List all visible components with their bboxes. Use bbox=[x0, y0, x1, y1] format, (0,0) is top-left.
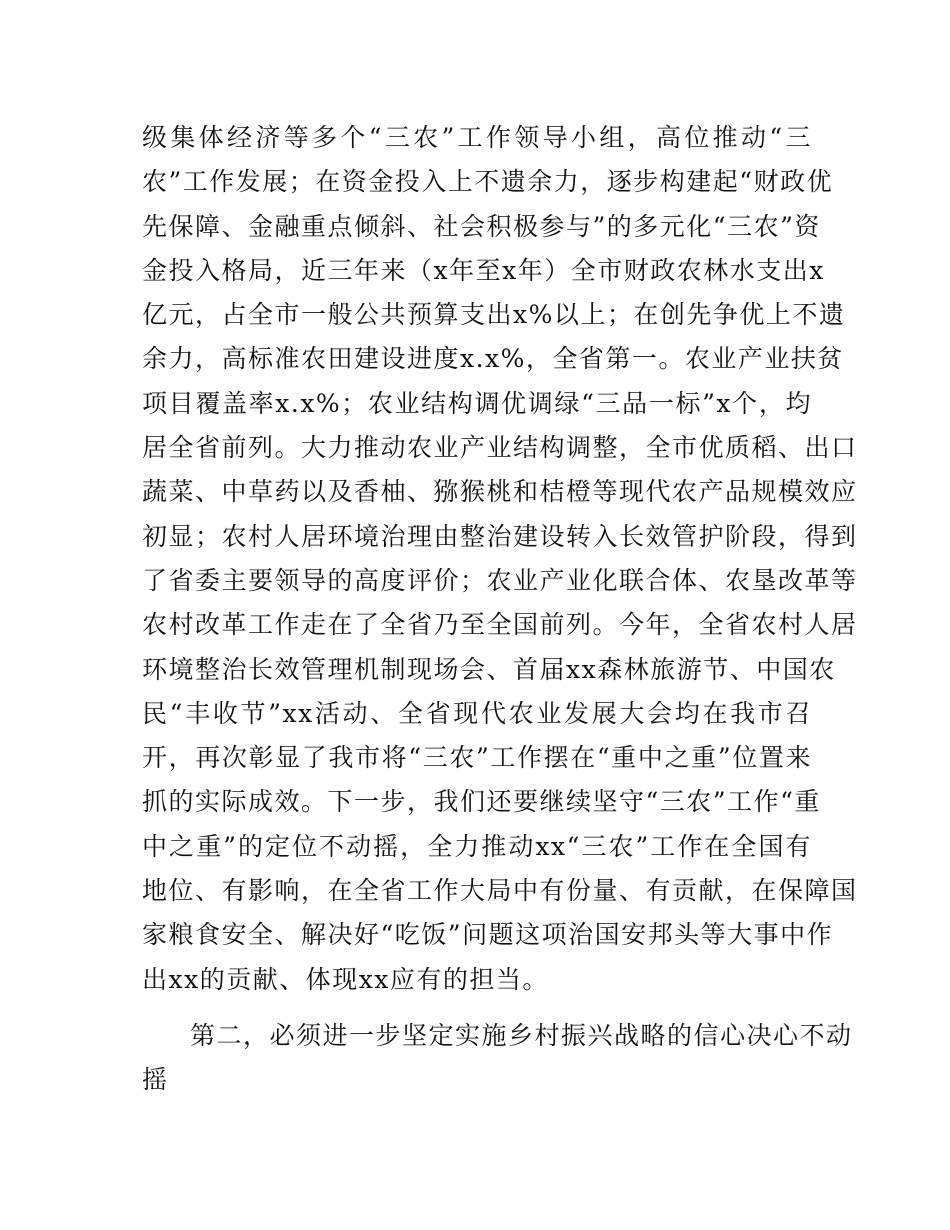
paragraph bbox=[142, 116, 858, 1002]
text-line: 级集体经济等多个“三农”工作领导小组，高位推动“三 bbox=[142, 123, 812, 152]
text-line: 摇 bbox=[142, 1065, 169, 1095]
text-line: 中之重”的定位不动摇，全力推动xx“三农”工作在全国有 bbox=[142, 831, 812, 861]
paragraph-spacer bbox=[142, 1002, 812, 1014]
text-line: 开，再次彰显了我市将“三农”工作摆在“重中之重”位置来 bbox=[142, 743, 812, 773]
document-body bbox=[142, 116, 858, 1103]
text-line: 第二，必须进一步坚定实施乡村振兴战略的信心决心不动 bbox=[190, 1020, 853, 1050]
text-line: 项目覆盖率x.x%；农业结构调优调绿“三品一标”x个，均 bbox=[142, 388, 812, 418]
text-line: 地位、有影响，在全省工作大局中有份量、有贡献，在保障国 bbox=[142, 876, 858, 906]
section-heading-paragraph bbox=[142, 1014, 853, 1103]
text-line: 初显；农村人居环境治理由整治建设转入长效管护阶段，得到 bbox=[142, 521, 858, 551]
text-line: 抓的实际成效。下一步，我们还要继续坚守“三农”工作“重 bbox=[142, 787, 821, 817]
text-line: 亿元，占全市一般公共预算支出x%以上；在创先争优上不遗 bbox=[142, 300, 846, 330]
text-line: 余力，高标准农田建设进度x.x%，全省第一。农业产业扶贫 bbox=[142, 344, 844, 374]
text-line: 环境整治长效管理机制现场会、首届xx森林旅游节、中国农 bbox=[142, 654, 836, 684]
text-line: 农”工作发展；在资金投入上不遗余力，逐步构建起“财政优 bbox=[142, 167, 834, 197]
text-line: 金投入格局，近三年来（x年至x年）全市财政农林水支出x bbox=[142, 255, 825, 285]
text-line: 出xx的贡献、体现xx应有的担当。 bbox=[142, 964, 549, 994]
text-line: 先保障、金融重点倾斜、社会积极参与”的多元化“三农”资 bbox=[142, 211, 821, 241]
text-line: 居全省前列。大力推动农业产业结构调整，全市优质稻、出口 bbox=[142, 433, 858, 463]
text-line: 家粮食安全、解决好“吃饭”问题这项治国安邦头等大事中作 bbox=[142, 920, 834, 950]
text-line: 蔬菜、中草药以及香柚、猕猴桃和桔橙等现代农产品规模效应 bbox=[142, 477, 858, 507]
text-line: 农村改革工作走在了全省乃至全国前列。今年，全省农村人居 bbox=[142, 610, 858, 640]
text-line: 民“丰收节”xx活动、全省现代农业发展大会均在我市召 bbox=[142, 698, 812, 728]
text-line: 了省委主要领导的高度评价；农业产业化联合体、农垦改革等 bbox=[142, 565, 858, 595]
